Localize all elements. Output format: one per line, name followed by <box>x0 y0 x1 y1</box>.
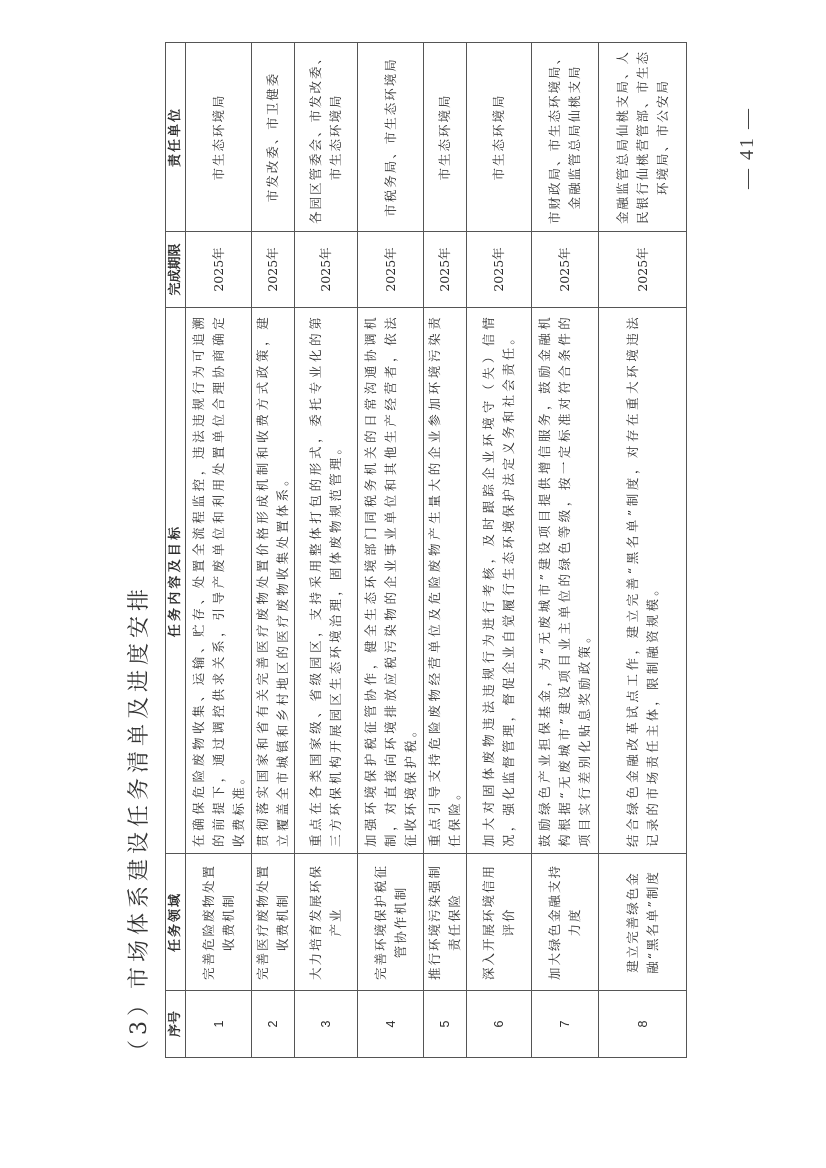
cell-seq: 6 <box>467 991 532 1058</box>
page-number <box>732 88 762 208</box>
cell-content: 在确保危险废物收集、运输、贮存、处置全流程监控，违法违规行为可追溯的前提下，通过调控供求关系，引导产废单位和利用处置单位合理协商确定收费标准。 <box>186 308 252 854</box>
cell-unit: 市生态环境局 <box>186 43 252 232</box>
cell-domain: 深入开展环境信用评价 <box>467 854 532 991</box>
table-header-row <box>166 43 186 1058</box>
header-domain: 任务领域 <box>166 854 186 991</box>
header-deadline: 完成期限 <box>166 232 186 308</box>
cell-content: 加强环境保护税征管协作，健全生态环境部门同税务机关的日常沟通协调机制，对直接向环境排放应税污染物的企业事业单位和其他生产经营者，依法征收环境保护税。 <box>358 308 424 854</box>
cell-seq: 1 <box>186 991 252 1058</box>
cell-seq: 5 <box>424 991 467 1058</box>
header-unit: 责任单位 <box>166 43 186 232</box>
cell-domain: 完善医疗废物处置收费机制 <box>252 854 295 991</box>
cell-domain: 完善环境保护税征管协作机制 <box>358 854 424 991</box>
cell-unit: 市税务局、市生态环境局 <box>358 43 424 232</box>
cell-unit: 金融监管总局仙桃支局、人民银行仙桃营管部、市生态环境局、市公安局 <box>599 43 687 232</box>
table-row <box>358 43 424 1058</box>
cell-unit: 市财政局、市生态环境局、金融监管总局仙桃支局 <box>532 43 599 232</box>
cell-deadline: 2025年 <box>358 232 424 308</box>
cell-unit: 市发改委、市卫健委 <box>252 43 295 232</box>
page-number-text: — 41 — <box>736 107 758 189</box>
cell-seq: 3 <box>295 991 358 1058</box>
cell-content: 鼓励绿色产业担保基金，为“无废城市”建设项目提供增信服务，鼓励金融机构根据“无废城市”建设项目业主单位的绿色等级，按一定标准对符合条件的项目实行差别化贴息奖励政策。 <box>532 308 599 854</box>
cell-seq: 2 <box>252 991 295 1058</box>
cell-deadline: 2025年 <box>532 232 599 308</box>
table-row <box>186 43 252 1058</box>
cell-domain: 建立完善绿色金融“黑名单”制度 <box>599 854 687 991</box>
cell-content: 重点引导支持危险废物经营单位及危险废物产生量大的企业参加环境污染责任保险。 <box>424 308 467 854</box>
cell-deadline: 2025年 <box>467 232 532 308</box>
cell-domain: 加大绿色金融支持力度 <box>532 854 599 991</box>
cell-deadline: 2025年 <box>252 232 295 308</box>
cell-content: 加大对固体废物违法违规行为进行考核，及时跟踪企业环境守（失）信情况，强化监督管理，督促企业自觉履行生态环境保护法定义务和社会责任。 <box>467 308 532 854</box>
section-title: （3）市场体系建设任务清单及进度安排 <box>127 584 152 1062</box>
header-content: 任务内容及目标 <box>166 308 186 854</box>
table-row <box>532 43 599 1058</box>
header-seq: 序号 <box>166 991 186 1058</box>
cell-content: 贯彻落实国家和省有关完善医疗废物处置价格形成机制和收费方式政策，建立覆盖全市城镇和乡村地区的医疗废物收集处置体系。 <box>252 308 295 854</box>
cell-seq: 4 <box>358 991 424 1058</box>
cell-seq: 8 <box>599 991 687 1058</box>
table-row <box>252 43 295 1058</box>
rotated-content <box>120 50 720 1070</box>
cell-deadline: 2025年 <box>424 232 467 308</box>
cell-unit: 市生态环境局 <box>467 43 532 232</box>
cell-content: 结合绿色金融改革试点工作，建立完善“黑名单”制度，对存在重大环境违法记录的市场责任主体，限制融资规模。 <box>599 308 687 854</box>
cell-deadline: 2025年 <box>295 232 358 308</box>
table-row <box>424 43 467 1058</box>
cell-seq: 7 <box>532 991 599 1058</box>
cell-deadline: 2025年 <box>186 232 252 308</box>
cell-domain: 推行环境污染强制责任保险 <box>424 854 467 991</box>
cell-content: 重点在各类国家级、省级园区，支持采用整体打包的形式，委托专业化的第三方环保机构开展园区生态环境治理，固体废物规范管理。 <box>295 308 358 854</box>
cell-domain: 大力培育发展环保产业 <box>295 854 358 991</box>
table-row <box>599 43 687 1058</box>
cell-unit: 各园区管委会、市发改委、市生态环境局 <box>295 43 358 232</box>
cell-unit: 市生态环境局 <box>424 43 467 232</box>
table-row <box>467 43 532 1058</box>
table-row <box>295 43 358 1058</box>
task-table <box>165 42 687 1058</box>
cell-domain: 完善危险废物处置收费机制 <box>186 854 252 991</box>
cell-deadline: 2025年 <box>599 232 687 308</box>
